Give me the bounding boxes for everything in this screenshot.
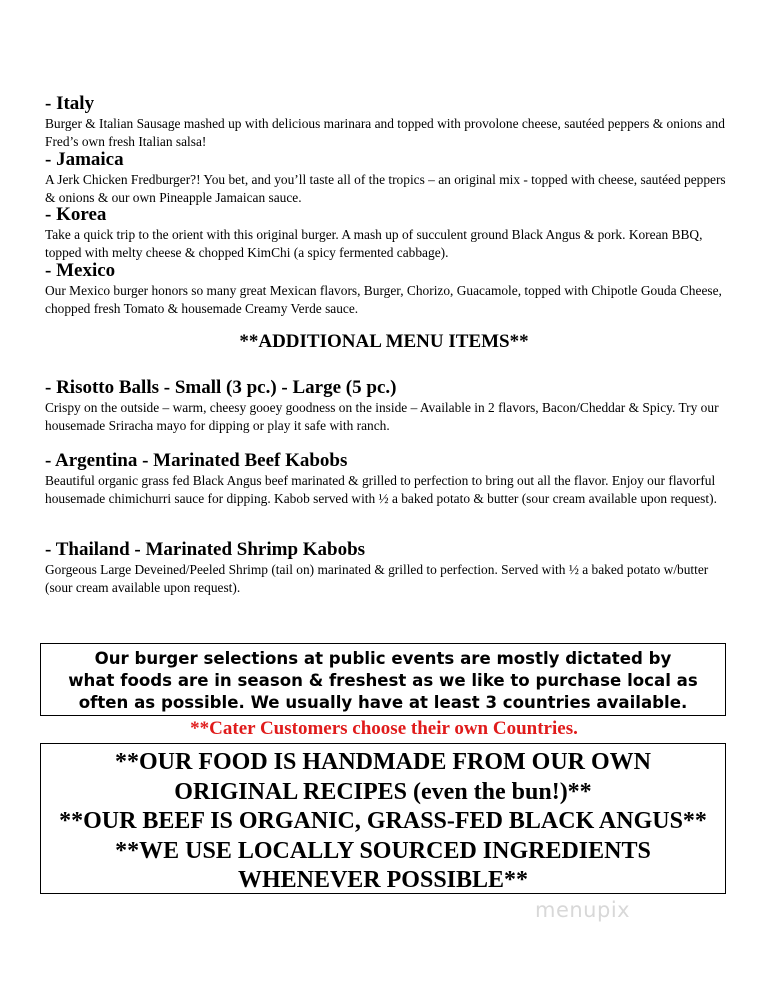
menu-item-korea [45, 204, 735, 262]
promise-line: WHENEVER POSSIBLE** [237, 867, 529, 893]
menu-item-title: - Argentina - Marinated Beef Kabobs [45, 450, 348, 471]
promise-line: **OUR FOOD IS HANDMADE FROM OUR OWN [115, 749, 651, 775]
menu-item-title: - Korea [45, 204, 107, 225]
menu-item-risotto-balls [45, 377, 735, 435]
menu-item-description: Burger & Italian Sausage mashed up with delicious marinara and topped with provolone cheese, sautéed peppers & onions and Fred’s own fresh Italian salsa! [45, 116, 725, 149]
notice-line: Our burger selections at public events are mostly dictated by [94, 649, 672, 668]
promise-line: **OUR BEEF IS ORGANIC, GRASS-FED BLACK ANGUS** [59, 808, 707, 834]
cater-customers-note: **Cater Customers choose their own Countries. [190, 718, 578, 739]
menu-item-description: Crispy on the outside – warm, cheesy gooey goodness on the inside – Available in 2 flavors, Bacon/Cheddar & Spicy. Try our housemade Sriracha mayo for dipping or play it safe with ranch. [45, 400, 719, 433]
notice-line: often as possible. We usually have at least 3 countries available. [78, 693, 688, 712]
menu-item-description: Take a quick trip to the orient with this original burger. A mash up of succulent ground Black Angus & pork. Korean BBQ, topped with melty cheese & chopped KimChi (a spicy fermented cabbage). [45, 227, 703, 260]
menu-item-description: Gorgeous Large Deveined/Peeled Shrimp (tail on) marinated & grilled to perfection. Served with ½ a baked potato w/butter (sour cream available upon request). [45, 562, 709, 595]
menu-item-beef-kabobs [45, 450, 735, 508]
menu-item-italy [45, 93, 735, 151]
quality-promises-box [40, 743, 726, 894]
menu-item-title: - Mexico [45, 260, 116, 281]
menu-item-jamaica [45, 149, 735, 207]
menu-item-title: - Jamaica [45, 149, 124, 170]
menu-item-description: Beautiful organic grass fed Black Angus beef marinated & grilled to perfection to bring out all the flavor. Enjoy our flavorful housemade chimichurri sauce for dipping. Kabob served with ½ a baked potato & butter (sour cream available upon request). [45, 473, 717, 506]
menu-item-title: - Italy [45, 93, 95, 114]
watermark-logo: menupix [535, 898, 631, 922]
additional-menu-heading: **ADDITIONAL MENU ITEMS** [239, 331, 529, 352]
menu-item-title: - Risotto Balls - Small (3 pc.) - Large (5 pc.) [45, 377, 397, 398]
menu-item-shrimp-kabobs [45, 539, 735, 597]
menu-item-description: A Jerk Chicken Fredburger?! You bet, and you’ll taste all of the tropics – an original mix - topped with cheese, sautéed peppers & onions & our own Pineapple Jamaican sauce. [45, 172, 726, 205]
menu-item-title: - Thailand - Marinated Shrimp Kabobs [45, 539, 366, 560]
menu-item-mexico [45, 260, 735, 318]
seasonal-notice-box [40, 643, 726, 716]
notice-line: what foods are in season & freshest as we like to purchase local as [68, 671, 698, 690]
promise-line: **WE USE LOCALLY SOURCED INGREDIENTS [115, 837, 651, 864]
menu-item-description: Our Mexico burger honors so many great Mexican flavors, Burger, Chorizo, Guacamole, topped with Chipotle Gouda Cheese, chopped fresh Tomato & housemade Creamy Verde sauce. [45, 283, 722, 316]
promise-line: ORIGINAL RECIPES (even the bun!)** [174, 778, 592, 805]
